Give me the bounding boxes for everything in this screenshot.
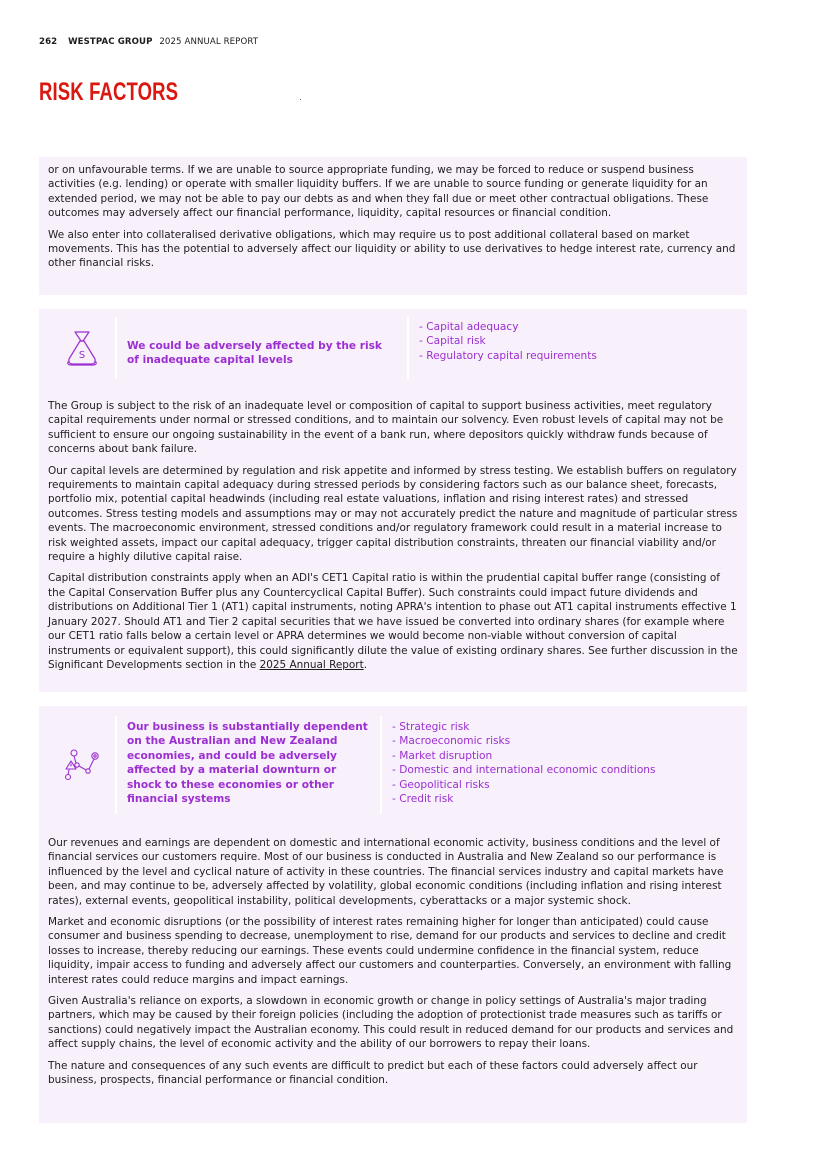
liquidity-continuation-panel [39,157,747,295]
svg-text:S: S [78,350,85,361]
organization-name: WESTPAC GROUP [68,37,153,47]
continuation-paragraph-2: We also enter into collateralised derivative obligations, which may require us to post additional collateral based on market movements. This has the potential to adversely affect our liquidity or ability to use derivatives to hedge interest rate, currency and other financial risks. [48,228,736,270]
economy-paragraph-1: Our revenues and earnings are dependent on domestic and international economic activity, business conditions and the level of financial services our customers require. Most of our business is conducted in Australia and New Zealand so our performance is influenced by the level and cyclical nature of activity in these countries. The financial services industry and capital markets have been, and may continue to be, adversely affected by volatility, global economic conditions (including inflation and rising interest rates), external events, geopolitical instability, political developments, cyberattacks or a major systemic shock. [48,837,724,907]
risk-category: - Strategic risk [392,721,470,733]
stray-dot [300,99,301,100]
risk-category: - Credit risk [392,793,454,806]
economy-paragraph-2: Market and economic disruptions (or the possibility of interest rates remaining higher for longer than anticipated) could cause consumer and business spending to decrease, unemployment to rise, demand for our products and services to decline and credit losses to increase, thereby reducing our earnings. These events could undermine confidence in the financial system, reduce liquidity, impair access to funding and adversely affect our customers and counterparties. Conversely, an environment with falling interest rates could reduce margins and impact earnings. [48,916,732,986]
economy-network-icon [48,716,115,814]
report-name: 2025 ANNUAL REPORT [159,37,259,47]
capital-paragraph-3-text: Capital distribution constraints apply when an ADI's CET1 Capital ratio is within the prudential capital buffer range (consisting of the Capital Conservation Buffer plus any Countercyclical Capital Buffer). Such constraints could impact future dividends and distributions on Additional Tier 1 (AT1) capital instruments, noting APRA's intention to phase out AT1 capital instruments effective 1 January 2027. Should AT1 and Tier 2 capital securities that we have issued be converted into ordinary shares (for example where our CET1 ratio falls below a certain level or APRA determines we would become non-viable without conversion of capital instruments or equivalent support), this could significantly dilute the value of existing ordinary shares. See further discussion in the Significant Developments section in the [48,572,738,671]
section-title: RISK FACTORS [39,78,179,106]
capital-paragraph-1: The Group is subject to the risk of an inadequate level or composition of capital to support business activities, meet regulatory capital requirements under normal or stressed conditions, and to maintain our solvency. Even robust levels of capital may not be sufficient to ensure our ongoing sustainability in the event of a bank run, where depositors quickly withdraw funds because of concerns about bank failure. [48,400,724,456]
page-header [39,37,258,47]
risk-categories [409,317,597,379]
continuation-paragraph-1: or on unfavourable terms. If we are unable to source appropriate funding, we may be forced to reduce or suspend business activities (e.g. lending) or operate with smaller liquidity buffers. If we are unable to source funding or generate liquidity for an extended period, we may not be able to pay our debts as and when they fall due or meet other contractual obligations. These outcomes may adversely affect our financial performance, liquidity, capital resources or financial condition. [48,164,709,220]
risk-title: Our business is substantially dependent on the Australian and New Zealand economies, and could be adversely affected by a material downturn or shock to these economies or other financial systems [127,721,368,806]
capital-paragraph-3 [48,571,738,672]
risk-category: - Capital adequacy [419,321,519,333]
risk-category: - Domestic and international economic conditions [392,764,656,777]
page-number: 262 [39,37,58,47]
risk-category: - Geopolitical risks [392,778,490,791]
economy-risk-panel [39,706,747,1123]
money-bag-icon [48,317,115,379]
annual-report-link[interactable]: 2025 Annual Report [259,658,364,671]
risk-category: - Regulatory capital requirements [419,349,597,362]
capital-risk-panel [39,309,747,692]
risk-categories [382,716,656,814]
economy-paragraph-4: The nature and consequences of any such events are difficult to predict but each of these factors could adversely affect our business, prospects, financial performance or financial condition. [48,1059,698,1087]
risk-category: - Macroeconomic risks [392,735,511,748]
capital-paragraph-2: Our capital levels are determined by regulation and risk appetite and informed by stress testing. We establish buffers on regulatory requirements to maintain capital adequacy during stressed periods by considering factors such as our balance sheet, forecasts, portfolio mix, potential capital headwinds (including real estate valuations, inflation and rising interest rates) and stressed outcomes. Stress testing models and assumptions may or may not accurately predict the nature and magnitude of particular stress events. The macroeconomic environment, stressed conditions and/or regulatory framework could result in a material increase to risk weighted assets, impact our capital adequacy, trigger capital distribution constraints, threaten our financial viability and/or require a highly dilutive capital raise. [48,464,738,564]
risk-title: We could be adversely affected by the risk of inadequate capital levels [127,340,382,367]
economy-paragraph-3: Given Australia's reliance on exports, a slowdown in economic growth or change in policy settings of Australia's major trading partners, which may be caused by their foreign policies (including the adoption of protectionist trade measures such as tariffs or sanctions) could negatively impact the Australian economy. This could result in reduced demand for our products and services and affect supply chains, the level of economic activity and the ability of our borrowers to repay their loans. [48,995,734,1051]
risk-category: - Market disruption [392,749,493,762]
risk-header [48,317,738,379]
risk-header [48,716,738,814]
risk-category: - Capital risk [419,335,486,348]
capital-paragraph-3-end: . [363,658,368,671]
